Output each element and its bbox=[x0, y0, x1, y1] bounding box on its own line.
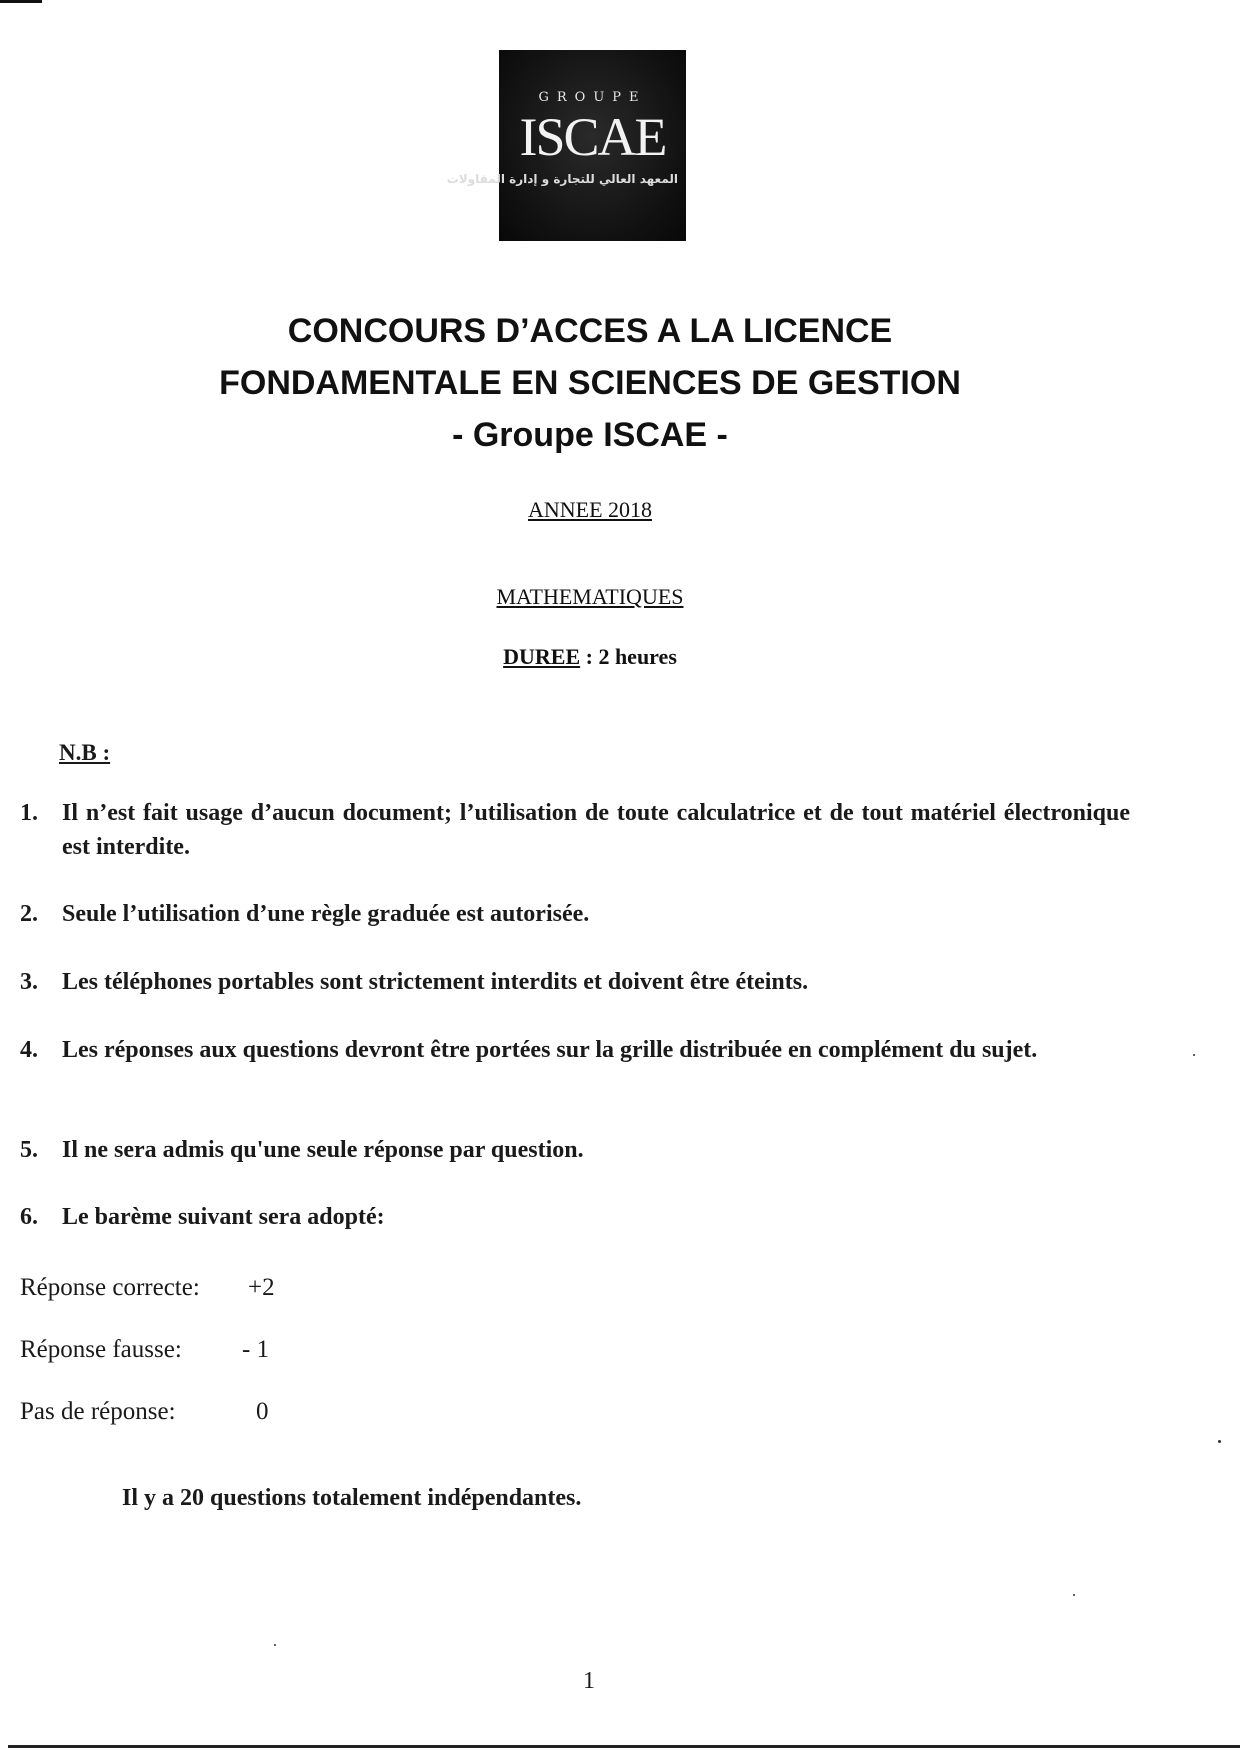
rule-number: 4. bbox=[20, 1037, 38, 1063]
rule-item bbox=[20, 1033, 1130, 1067]
rule-text: Il n’est fait usage d’aucun document; l’utilisation de toute calculatrice et de tout matériel électronique est interdite. bbox=[62, 800, 1130, 860]
score-label: Réponse fausse: bbox=[20, 1336, 182, 1363]
rule-item bbox=[20, 1133, 1130, 1167]
rule-item bbox=[20, 1200, 1130, 1234]
questions-note: Il y a 20 questions totalement indépendantes. bbox=[122, 1485, 582, 1511]
logo-brand-text: ISCAE bbox=[519, 107, 666, 167]
rule-text: Le barème suivant sera adopté: bbox=[62, 1204, 385, 1230]
logo-arabic-text: المعهد العالي للتجارة و إدارة المقاولات bbox=[446, 172, 678, 186]
rule-number: 6. bbox=[20, 1204, 38, 1230]
score-value: +2 bbox=[248, 1274, 275, 1301]
exam-title bbox=[0, 305, 1180, 461]
rule-text: Les réponses aux questions devront être portées sur la grille distribuée en complément du sujet. bbox=[62, 1037, 1038, 1063]
page-number: 1 bbox=[583, 1668, 595, 1694]
nb-heading: N.B : bbox=[59, 740, 111, 765]
exam-duration bbox=[0, 644, 1180, 670]
iscae-logo bbox=[446, 50, 686, 241]
rule-number: 3. bbox=[20, 969, 38, 995]
rule-number: 1. bbox=[20, 800, 38, 826]
title-line-1: CONCOURS D’ACCES A LA LICENCE bbox=[287, 312, 893, 350]
rule-item bbox=[20, 965, 1130, 999]
score-label: Réponse correcte: bbox=[20, 1274, 200, 1301]
scan-edge-bottom bbox=[8, 1745, 1240, 1748]
scan-edge-top bbox=[0, 0, 42, 3]
scan-speck bbox=[274, 1644, 276, 1646]
rule-text: Seule l’utilisation d’une règle graduée est autorisée. bbox=[62, 901, 590, 927]
rule-number: 5. bbox=[20, 1137, 38, 1163]
score-row bbox=[20, 1398, 269, 1426]
scan-speck bbox=[1073, 1594, 1075, 1596]
title-line-3: - Groupe ISCAE - bbox=[452, 416, 728, 454]
exam-year: ANNEE 2018 bbox=[527, 497, 653, 522]
rule-item bbox=[20, 796, 1130, 864]
score-row bbox=[20, 1274, 275, 1302]
rule-item bbox=[20, 897, 1130, 931]
rule-text: Les téléphones portables sont strictement interdits et doivent être éteints. bbox=[62, 969, 809, 995]
exam-subject: MATHEMATIQUES bbox=[496, 584, 684, 609]
rule-text: Il ne sera admis qu'une seule réponse par question. bbox=[62, 1137, 584, 1163]
score-value: 0 bbox=[256, 1398, 269, 1425]
score-label: Pas de réponse: bbox=[20, 1398, 176, 1425]
title-line-2: FONDAMENTALE EN SCIENCES DE GESTION bbox=[219, 364, 961, 402]
scan-speck bbox=[1218, 1440, 1221, 1443]
scan-speck bbox=[1193, 1054, 1195, 1056]
rule-number: 2. bbox=[20, 901, 38, 927]
score-row bbox=[20, 1336, 270, 1364]
score-value: - 1 bbox=[242, 1336, 270, 1363]
logo-groupe-text: GROUPE bbox=[538, 90, 647, 105]
duration-value: : 2 heures bbox=[585, 644, 677, 669]
duration-label: DUREE bbox=[503, 644, 581, 669]
